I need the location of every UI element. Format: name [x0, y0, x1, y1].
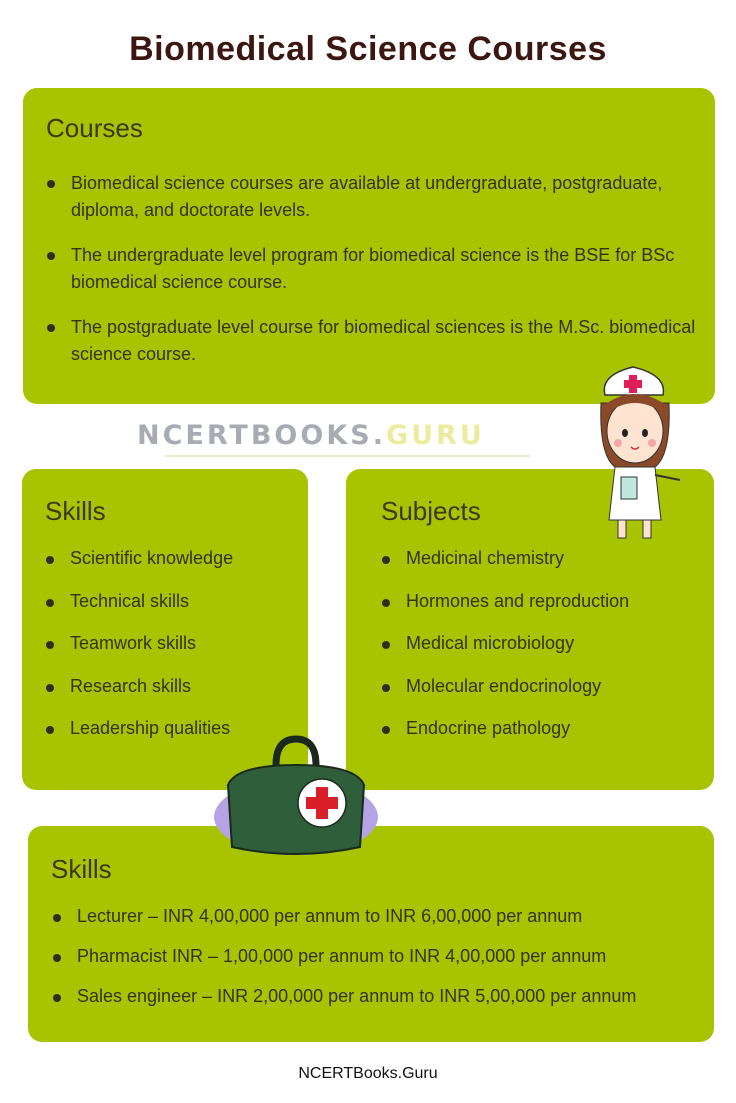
list-item: Sales engineer – INR 2,00,000 per annum to INR 5,00,000 per annum [77, 984, 636, 1024]
subjects-list [406, 546, 629, 759]
list-item: Biomedical science courses are available at undergraduate, postgraduate, diploma, and doctorate levels. [71, 170, 711, 224]
nurse-illustration [585, 355, 685, 545]
list-item: Pharmacist INR – 1,00,000 per annum to INR 4,00,000 per annum [77, 944, 636, 984]
subjects-heading: Subjects [381, 496, 481, 526]
list-item: Technical skills [70, 589, 233, 632]
list-item: Teamwork skills [70, 631, 233, 674]
skills-heading: Skills [45, 496, 106, 526]
list-item: Molecular endocrinology [406, 674, 629, 717]
salary-heading: Skills [51, 854, 112, 884]
list-item: Leadership qualities [70, 716, 233, 759]
skills-list [70, 546, 233, 759]
watermark [137, 420, 485, 451]
watermark-underline [165, 455, 530, 457]
salary-list [77, 904, 636, 1024]
footer-text: NCERTBooks.Guru [298, 1065, 438, 1082]
list-item: The undergraduate level program for biomedical science is the BSE for BSc biomedical science course. [71, 242, 711, 296]
list-item: Hormones and reproduction [406, 589, 629, 632]
watermark-main: NCERTBOOKS. [137, 420, 386, 451]
medical-bag-illustration [212, 735, 380, 863]
courses-heading: Courses [46, 113, 143, 143]
list-item: Medicinal chemistry [406, 546, 629, 589]
courses-list [71, 170, 711, 386]
watermark-accent: GURU [385, 420, 485, 451]
list-item: Endocrine pathology [406, 716, 629, 759]
list-item: Medical microbiology [406, 631, 629, 674]
list-item: Research skills [70, 674, 233, 717]
list-item: The postgraduate level course for biomedical sciences is the M.Sc. biomedical science course. [71, 314, 711, 368]
list-item: Scientific knowledge [70, 546, 233, 589]
page-title: Biomedical Science Courses [129, 30, 607, 68]
list-item: Lecturer – INR 4,00,000 per annum to INR 6,00,000 per annum [77, 904, 636, 944]
